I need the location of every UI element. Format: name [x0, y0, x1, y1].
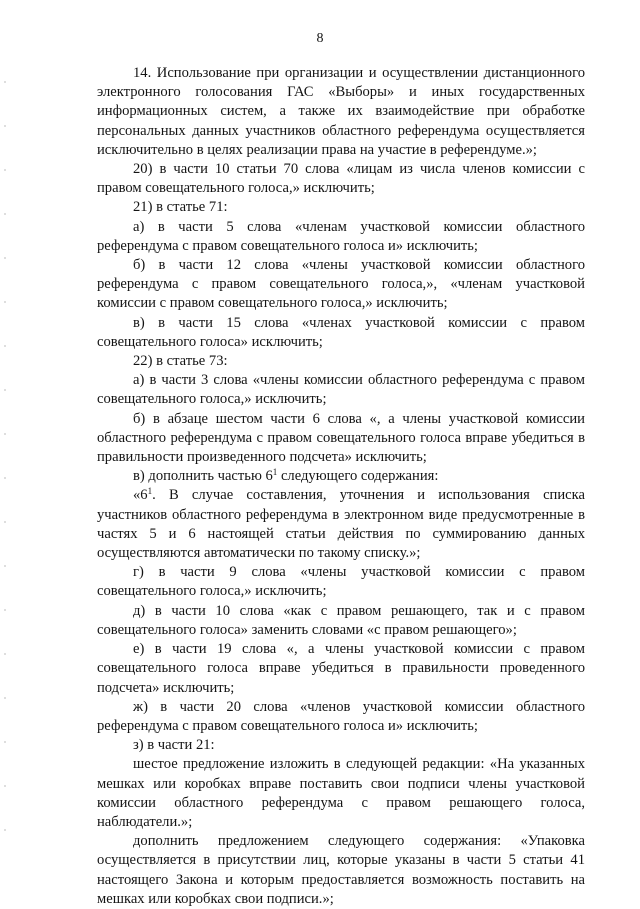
paragraph	[97, 467, 585, 486]
paragraph-text: . В случае составления, уточнения и использования списка участников областного референдума в электронном виде предусмотренные в частях 5 и 6 настоящей статьи действия по суммированию данных осуществляются автоматически по такому списку.»;	[97, 487, 585, 562]
paragraph-text: в) дополнить частью 6	[133, 468, 273, 485]
paragraph	[97, 486, 585, 563]
paragraph: з) в части 21:	[133, 737, 215, 754]
paragraph: 20) в части 10 статьи 70 слова «лицам из числа членов комиссии с правом совещательного голоса,» исключить;	[97, 161, 585, 197]
page-number: 8	[316, 31, 324, 46]
paragraph: шестое предложение изложить в следующей редакции: «На указанных мешках или коробках вправе поставить свои подписи члены участковой комиссии областного референдума с правом решающего голоса, наблюдатели.»;	[97, 756, 585, 830]
paragraph: 21) в статье 71:	[133, 199, 228, 216]
paragraph: ж) в части 20 слова «членов участковой комиссии областного референдума с правом совещательного голоса и» исключить;	[97, 698, 585, 734]
paragraph: б) в части 12 слова «члены участковой комиссии областного референдума с правом совещательного голоса,», «членам участковой комиссии с правом совещательного голоса,» исключить;	[97, 257, 585, 312]
paragraph: дополнить предложением следующего содержания: «Упаковка осуществляется в присутствии лиц, которые указаны в части 5 статьи 41 настоящего Закона и которым предоставляется возможность поставить на мешках или коробках свои подписи.»;	[97, 833, 585, 907]
paragraph: в) в части 15 слова «членах участковой комиссии с правом совещательного голоса» исключить;	[97, 314, 585, 350]
paragraph: б) в абзаце шестом части 6 слова «, а члены участковой комиссии областного референдума с правом совещательного голоса вправе убедиться в правильности произведенного подсчета» исключить;	[97, 410, 585, 466]
paragraph: 22) в статье 73:	[133, 353, 228, 370]
document-body	[97, 64, 585, 909]
superscript: 1	[147, 486, 153, 497]
superscript: 1	[272, 467, 278, 478]
paragraph: е) в части 19 слова «, а члены участковой комиссии с правом совещательного голоса вправе убедиться в правильности проведенного подсчета» исключить;	[97, 641, 585, 696]
paragraph: д) в части 10 слова «как с правом решающего, так и с правом совещательного голоса» заменить словами «с правом решающего»;	[97, 602, 585, 638]
paragraph: 14. Использование при организации и осуществлении дистанционного электронного голосования ГАС «Выборы» и иных государственных информационных систем, а также их взаимодействие при обработке персональных данных участников областного референдума осуществляется исключительно в целях реализации права на участие в референдуме.»;	[97, 65, 585, 158]
paragraph: а) в части 3 слова «члены комиссии областного референдума с правом совещательного голоса,» исключить;	[97, 372, 585, 408]
paragraph-text: «6	[133, 487, 148, 504]
paragraph-text: следующего содержания:	[277, 468, 439, 485]
scan-margin-dots	[4, 60, 6, 840]
paragraph: а) в части 5 слова «членам участковой комиссии областного референдума с правом совещательного голоса и» исключить;	[97, 218, 585, 254]
paragraph: г) в части 9 слова «члены участковой комиссии с правом совещательного голоса,» исключить;	[97, 564, 585, 600]
